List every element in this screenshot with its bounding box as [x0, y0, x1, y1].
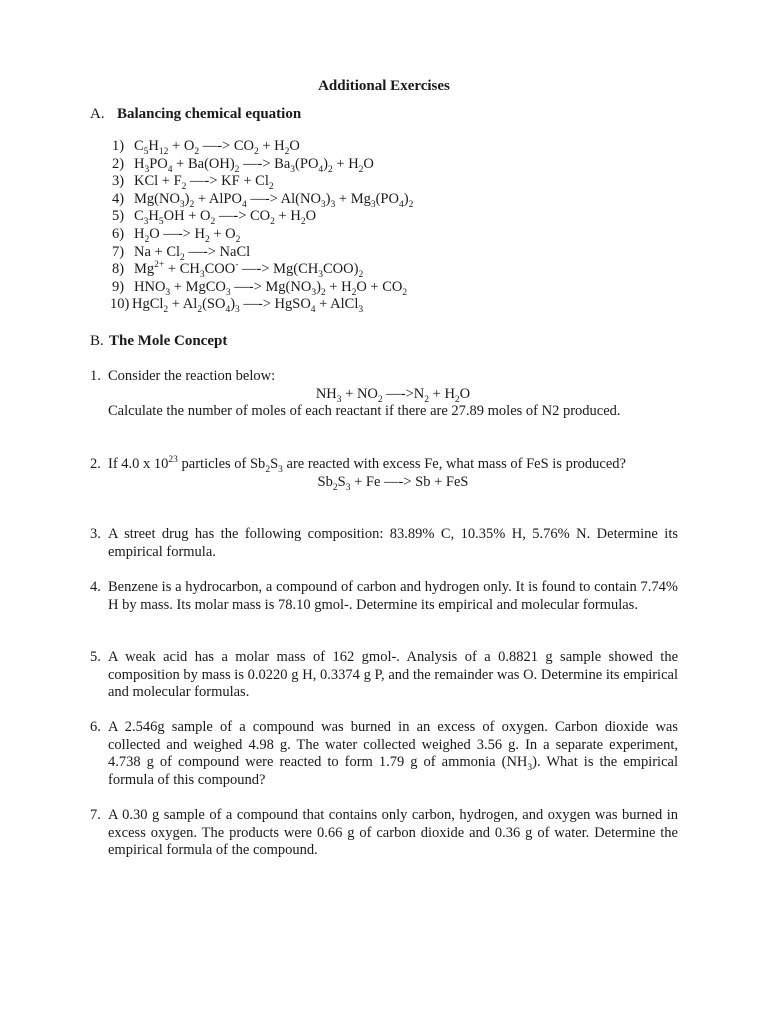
equation-item	[112, 156, 413, 174]
problem-text: A 0.30 g sample of a compound that contains only carbon, hydrogen, and oxygen was burned in excess oxygen. The products were 0.66 g of carbon dioxide and 0.36 g of water. Determine the empirical formula of the compound.	[108, 807, 678, 859]
problem-number: 2.	[90, 456, 101, 472]
problem-number: 3.	[90, 526, 101, 542]
problem-text: If 4.0 x $10^{23}$ particles of $Sb_2S_3$ are reacted with excess Fe, what mass of FeS is produced?	[108, 455, 626, 475]
equation-text: HgCl$_2$ + $Al_2(SO_4)_3$ —-> HgSO$_4$ + AlCl$_3$	[132, 296, 364, 316]
problem-text: Benzene is a hydrocarbon, a compound of carbon and hydrogen only. It is found to contain 7.74% H by mass. Its molar mass is 78.10 gmol-. Determine its empirical and molecular formulas.	[108, 579, 678, 613]
equation-text: $C_5H_{12} + O_2$ —-> $CO_2 + H_2O$	[134, 138, 300, 157]
equation-text: $HNO_3$ + MgCO$_3$ —-> $Mg(NO_3)_2 + H_2O + CO_2$	[134, 278, 408, 298]
problem-equation: $Sb_2S_3 + Fe$ —-> Sb + FeS	[317, 473, 469, 493]
page-title: Additional Exercises	[318, 78, 450, 94]
equation-item	[112, 261, 413, 279]
problem-number: 6.	[90, 719, 101, 735]
problem-number: 5.	[90, 649, 101, 665]
problem-5	[90, 649, 678, 702]
equation-text: KCl + $F_2$ —-> KF + $Cl_2$	[134, 173, 274, 193]
equation-item	[112, 138, 413, 156]
equation-item	[112, 191, 413, 209]
section-a-label: A.	[90, 106, 105, 122]
section-a-title: Balancing chemical equation	[117, 106, 302, 122]
equation-item	[112, 296, 413, 314]
problem-text: A weak acid has a molar mass of 162 gmol-. Analysis of a 0.8821 g sample showed the composition by mass is 0.0220 g H, 0.3374 g P, and the remainder was O. Determine its empirical and molecular formulas.	[108, 649, 678, 701]
problem-text: Calculate the number of moles of each reactant if there are 27.89 moles of N2 produced.	[108, 403, 621, 420]
problem-number: 4.	[90, 579, 101, 595]
problem-equation: $NH_3 + NO_2$ $—->N_2 + H_2O$	[315, 385, 471, 405]
problem-1	[90, 368, 678, 421]
equation-item	[112, 208, 413, 226]
equation-number: 8)	[112, 261, 125, 278]
equation-item	[112, 244, 413, 262]
equation-text: $H_2O$ —-> $H_2 + O_2$	[134, 225, 241, 245]
problem-text: A street drug has the following composition: 83.89% C, 10.35% H, 5.76% N. Determine its empirical formula.	[108, 526, 678, 560]
equation-number: 4)	[112, 190, 125, 207]
problem-2	[90, 456, 678, 491]
equation-text: $Na + Cl_2$ —-> NaCl	[134, 243, 251, 263]
problem-number: 1.	[90, 368, 101, 384]
section-b-heading	[90, 333, 227, 351]
section-b-title: The Mole Concept	[109, 333, 228, 349]
problem-7	[90, 807, 678, 860]
equation-number: 3)	[112, 173, 125, 190]
problem-intro: Consider the reaction below:	[108, 368, 276, 384]
equation-text: $Mg(NO_3)_2$ + AlPO$_4$ —-> $Al(NO_3)_3 + Mg_3(PO_4)_2$	[134, 190, 414, 210]
equation-number: 6)	[112, 225, 125, 242]
equation-item	[112, 173, 413, 191]
equation-list	[112, 138, 413, 314]
equation-number: 1)	[112, 138, 125, 154]
problem-text: A 2.546g sample of a compound was burned in an excess of oxygen. Carbon dioxide was collected and weighed 4.98 g. The water collected weighed 3.56 g. In a separate experiment, 4.738 g of compound were reacted to form 1.79 g of ammonia $(NH_3)$. What is the empirical formula of this compound?	[108, 719, 678, 788]
section-b-label: B.	[90, 333, 104, 349]
equation-number: 5)	[112, 208, 125, 225]
problem-6	[90, 719, 678, 789]
equation-item	[112, 279, 413, 297]
equation-text: $Mg^{2+} + CH_3COO^-$ —-> $Mg(CH_3COO)_2$	[134, 260, 364, 281]
equation-item	[112, 226, 413, 244]
equation-text: $H_3PO_4 + Ba(OH)_2$ —-> $Ba_3(PO_4)_2 + H_2O$	[134, 155, 374, 175]
problem-3	[90, 526, 678, 561]
section-a-heading	[90, 106, 301, 124]
equation-number: 9)	[112, 278, 125, 295]
equation-number: 10)	[110, 296, 130, 313]
problem-4	[90, 579, 678, 614]
problem-number: 7.	[90, 807, 101, 823]
equation-text: $C_3H_5OH + O_2$ —-> $CO_2 + H_2O$	[134, 208, 317, 228]
equation-number: 7)	[112, 243, 125, 260]
equation-number: 2)	[112, 155, 125, 172]
